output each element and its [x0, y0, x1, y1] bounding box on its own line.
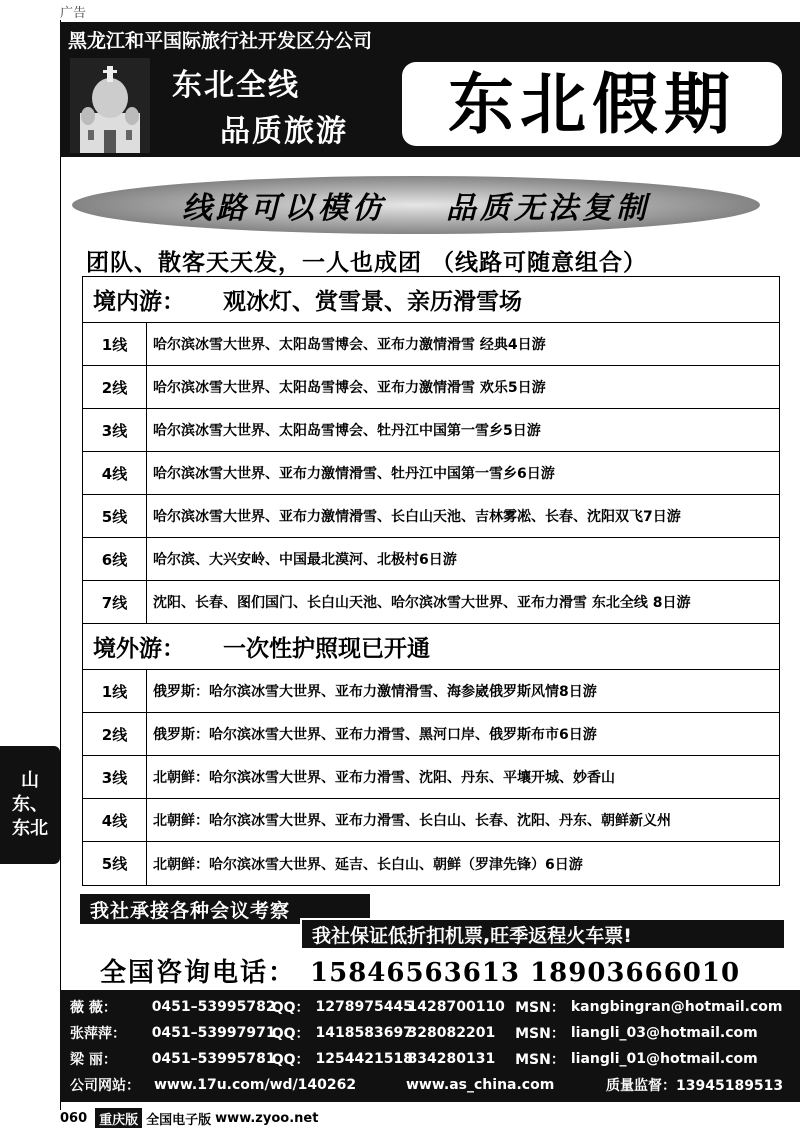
slogan-line-1: 东北全线: [172, 68, 300, 103]
contact-qq: 328082201: [407, 1025, 496, 1041]
banner-left-text: 线路可以模仿: [182, 191, 386, 226]
route-number: 5线: [83, 495, 147, 537]
route-number: 3线: [83, 756, 147, 798]
slogan-line-2: 品质旅游: [220, 114, 348, 149]
route-number: 5线: [83, 842, 147, 885]
route-number: 4线: [83, 452, 147, 494]
contact-row: [70, 994, 800, 1020]
hotline-label: 全国咨询电话：: [100, 958, 297, 988]
contact-name: 张萍萍：: [70, 1026, 126, 1042]
contact-qq: 834280131: [407, 1051, 496, 1067]
big-title: 东北假期: [402, 62, 782, 146]
qq-label: QQ：: [271, 1026, 310, 1042]
contact-name: 薇 薇：: [70, 1000, 117, 1016]
overseas-route-row: [83, 670, 779, 713]
contact-msn: liangli_03@hotmail.com: [570, 1025, 758, 1041]
banner-right-text: 品质无法复制: [446, 191, 650, 226]
route-number: 4线: [83, 799, 147, 841]
domestic-route-row: [83, 495, 779, 538]
footer: [60, 1108, 318, 1128]
slogan-banner: [72, 176, 760, 234]
domestic-subtitle: 观冰灯、赏雪景、亲历滑雪场: [223, 289, 522, 315]
domestic-route-row: [83, 538, 779, 581]
company-name: 黑龙江和平国际旅行社开发区分公司: [68, 30, 373, 52]
overseas-header: [83, 624, 779, 670]
msn-label: MSN：: [515, 1026, 565, 1042]
route-number: 2线: [83, 713, 147, 755]
church-icon: [70, 58, 150, 153]
route-number: 6线: [83, 538, 147, 580]
website-row: [70, 1072, 800, 1098]
region-side-tab: [0, 746, 60, 864]
domestic-route-row: [83, 323, 779, 366]
domestic-route-row: [83, 452, 779, 495]
msn-label: MSN：: [515, 1000, 565, 1016]
qq-label: QQ：: [271, 1052, 310, 1068]
route-description: 哈尔滨冰雪大世界、太阳岛雪博会、牡丹江中国第一雪乡5日游: [153, 423, 541, 439]
overseas-route-row: [83, 756, 779, 799]
qq-label: QQ：: [271, 1000, 310, 1016]
route-number: 1线: [83, 670, 147, 712]
footer-site-link[interactable]: www.zyoo.net: [215, 1110, 319, 1126]
edition-badge: 重庆版: [95, 1108, 142, 1128]
contact-row: [70, 1020, 800, 1046]
route-description: 哈尔滨冰雪大世界、太阳岛雪博会、亚布力激情滑雪 欢乐5日游: [153, 380, 546, 396]
contact-qq: 1418583697: [315, 1025, 413, 1041]
contact-msn: liangli_01@hotmail.com: [570, 1051, 758, 1067]
contact-qq: 1428700110: [407, 999, 505, 1015]
route-number: 1线: [83, 323, 147, 365]
domestic-route-row: [83, 366, 779, 409]
overseas-route-row: [83, 842, 779, 885]
national-edition: 全国电子版: [146, 1112, 212, 1128]
route-description: 哈尔滨冰雪大世界、亚布力激情滑雪、长白山天池、吉林雾凇、长春、沈阳双飞7日游: [153, 509, 681, 525]
overseas-route-row: [83, 799, 779, 842]
contact-name: 梁 丽：: [70, 1052, 117, 1068]
contact-phone: 0451–53995781: [151, 1051, 276, 1067]
route-description: 沈阳、长春、图们国门、长白山天池、哈尔滨冰雪大世界、亚布力滑雪 东北全线 8日游: [153, 595, 691, 611]
domestic-label: 境内游：: [93, 289, 185, 315]
route-description: 哈尔滨冰雪大世界、太阳岛雪博会、亚布力激情滑雪 经典4日游: [153, 337, 546, 353]
route-description: 北朝鲜：哈尔滨冰雪大世界、亚布力滑雪、沈阳、丹东、平壤开城、妙香山: [153, 770, 615, 786]
domestic-route-row: [83, 409, 779, 452]
contact-phone: 0451–53995782: [151, 999, 276, 1015]
route-number: 3线: [83, 409, 147, 451]
page-number: 060: [60, 1110, 88, 1126]
route-number: 7线: [83, 581, 147, 623]
contact-msn: kangbingran@hotmail.com: [570, 999, 783, 1015]
contact-phone: 0451–53997971: [151, 1025, 276, 1041]
promo-conference: 我社承接各种会议考察: [80, 894, 370, 924]
route-description: 北朝鲜：哈尔滨冰雪大世界、亚布力滑雪、长白山、长春、沈阳、丹东、朝鲜新义州: [153, 813, 671, 829]
overseas-label: 境外游：: [93, 636, 185, 662]
website-link-2[interactable]: www.as_china.com: [406, 1077, 555, 1093]
domestic-route-row: [83, 581, 779, 624]
route-description: 哈尔滨冰雪大世界、亚布力激情滑雪、牡丹江中国第一雪乡6日游: [153, 466, 555, 482]
tagline: 团队、散客天天发，一人也成团 （线路可随意组合）: [86, 250, 648, 276]
contact-row: [70, 1046, 800, 1072]
route-description: 俄罗斯：哈尔滨冰雪大世界、亚布力滑雪、黑河口岸、俄罗斯布市6日游: [153, 727, 597, 743]
overseas-subtitle: 一次性护照现已开通: [223, 636, 430, 662]
contact-qq: 1278975445: [315, 999, 413, 1015]
routes-table: [82, 276, 780, 886]
msn-label: MSN：: [515, 1052, 565, 1068]
contact-block: [60, 990, 800, 1102]
route-description: 北朝鲜：哈尔滨冰雪大世界、延吉、长白山、朝鲜（罗津先锋）6日游: [153, 856, 583, 873]
hotline-numbers: 15846563613 18903666010: [310, 958, 741, 988]
contact-qq: 1254421518: [315, 1051, 413, 1067]
website-label: 公司网站：: [70, 1078, 140, 1094]
hotline: [100, 952, 740, 989]
overseas-route-row: [83, 713, 779, 756]
region-label: 山东、东北: [12, 770, 48, 839]
header: [60, 22, 800, 157]
promo-tickets: 我社保证低折扣机票,旺季返程火车票!: [300, 918, 786, 950]
route-description: 俄罗斯：哈尔滨冰雪大世界、亚布力激情滑雪、海参崴俄罗斯风情8日游: [153, 684, 597, 700]
route-number: 2线: [83, 366, 147, 408]
quality-supervision: 质量监督：13945189513: [606, 1078, 784, 1094]
website-link[interactable]: www.17u.com/wd/140262: [154, 1077, 357, 1093]
route-description: 哈尔滨、大兴安岭、中国最北漠河、北极村6日游: [153, 552, 457, 568]
ad-tag: 广告: [60, 6, 87, 21]
domestic-header: [83, 277, 779, 323]
